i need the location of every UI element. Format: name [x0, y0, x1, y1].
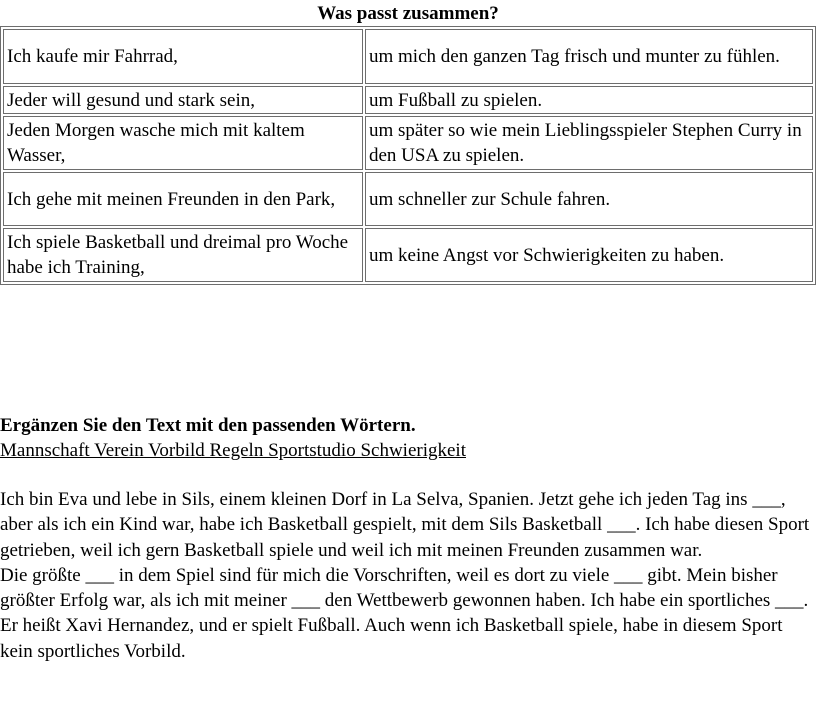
table-cell-right: um keine Angst vor Schwierigkeiten zu haben.	[365, 228, 813, 282]
exercise-heading: Ergänzen Sie den Text mit den passenden Wörtern.	[0, 415, 416, 436]
table-cell-right: um später so wie mein Lieblingsspieler Stephen Curry in den USA zu spielen.	[365, 116, 813, 170]
table-cell-left: Jeden Morgen wasche mich mit kaltem Wasser,	[3, 116, 363, 170]
table-cell-right: um schneller zur Schule fahren.	[365, 172, 813, 226]
paragraph: Ich bin Eva und lebe in Sils, einem kleinen Dorf in La Selva, Spanien. Jetzt gehe ich jeden Tag ins ___, aber als ich ein Kind war, habe ich Basketball gespielt, mit dem Sils Basketball ___. Ich habe diesen Sport getrieben, weil ich gern Basketball spiele und weil ich mit meinen Freunden zusammen war.	[0, 489, 810, 561]
table-cell-left: Jeder will gesund und stark sein,	[3, 86, 363, 114]
paragraph: Die größte ___ in dem Spiel sind für mich die Vorschriften, weil es dort zu viele ___ gibt. Mein bisher größter Erfolg war, als ich mit meiner ___ den Wettbewerb gewonnen haben. Ich habe ein sportliches ___. Er heißt Xavi Hernandez, und er spielt Fußball. Auch wenn ich Basketball spiele, habe in diesem Sport kein sportliches Vorbild.	[0, 564, 809, 662]
table-cell-left: Ich gehe mit meinen Freunden in den Park,	[3, 172, 363, 226]
word-bank: Mannschaft Verein Vorbild Regeln Sportstudio Schwierigkeit	[0, 440, 466, 461]
page-title: Was passt zusammen?	[317, 3, 499, 24]
table-cell-left: Ich kaufe mir Fahrrad,	[3, 29, 363, 84]
table-row	[3, 29, 813, 84]
table-row	[3, 172, 813, 226]
table-row	[3, 86, 813, 114]
matching-table	[0, 26, 816, 285]
table-row	[3, 228, 813, 282]
table-cell-right: um Fußball zu spielen.	[365, 86, 813, 114]
table-cell-left: Ich spiele Basketball und dreimal pro Woche habe ich Training,	[3, 228, 363, 282]
table-row	[3, 116, 813, 170]
exercise-text	[0, 487, 816, 664]
table-cell-right: um mich den ganzen Tag frisch und munter zu fühlen.	[365, 29, 813, 84]
